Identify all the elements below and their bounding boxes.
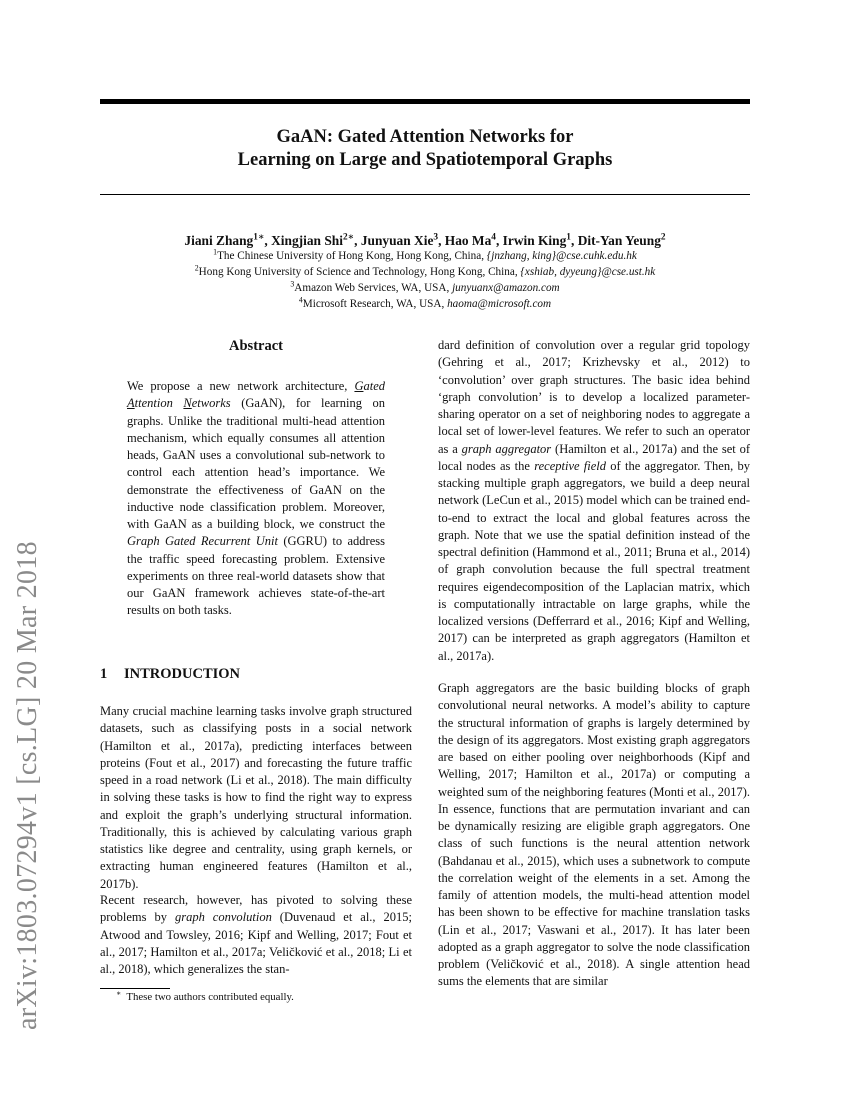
section-number: 1 [100,666,108,682]
affil-mark: 1 [213,247,218,257]
author-name: Xingjian Shi [271,233,343,248]
acronym-rest: ttention [134,396,173,411]
author-affil-mark: 2∗ [342,232,355,243]
abstract-term: Graph Gated Recurrent Unit [127,534,278,549]
author-name: Dit-Yan Yeung [577,233,661,248]
acronym-rest: ated [363,379,385,393]
intro-paragraph-1: Many crucial machine learning tasks involve graph structured datasets, such as classifying posts in a social network (Hamilton et al., 2017a), predicting interfaces between proteins (Fout et al., 2017) and forecasting the future traffic speed in a road network (Li et al., 2018). The main difficulty in solving these tasks is how to find the right way to express and exploit the graph’s underlying structural information. Traditionally, this is achieved by calculating various graph statistics like degree and centrality, using graph kernels, or extracting human engineered features (Hamilton et al., 2017b). [100,704,412,891]
acronym-letter: G [354,379,364,393]
affiliation-2 [100,264,750,280]
affil-email: {xshiab, dyyeung}@cse.ust.hk [520,266,656,278]
footnote-text: These two authors contributed equally. [126,991,294,1003]
footnote [116,990,294,1004]
affiliation-1 [100,248,750,264]
paragraph-text: of the aggregator. Then, by stacking multiple graph aggregators, we build a deep neural network (LeCun et al., 2015) model which can be trained end-to-end to extract the local and global features across the graph. Note that we use the spatial definition instead of the spectral definition (Hammond et al., 2011; Bruna et al., 2014) of graph convolution because the full spectral treatment requires eigendecomposition of the Laplacian matrix, which is computationally intractable on large graphs, while the localized versions (Defferrard et al., 2016; Kipf and Welling, 2017) can be interpreted as graph aggregators (Hamilton et al., 2017a). [438,458,750,663]
author-name: Irwin King [502,233,567,248]
affil-email: {jnzhang, king}@cse.cuhk.edu.hk [486,250,637,262]
paragraph-term: graph convolution [174,910,272,925]
affil-mark: 4 [298,295,303,305]
paper-title [100,126,750,172]
paragraph-term: graph aggregator [461,441,552,456]
abstract-body [127,378,385,620]
affil-text: The Chinese University of Hong Kong, Hong Kong, China, [217,250,487,262]
author-name: Jiani Zhang [184,233,254,248]
abstract-text: We propose a new network architecture, [127,379,355,393]
paragraph-text: (Duvenaud et al., 2015; Atwood and Towsley, 2016; Kipf and Welling, 2017; Fout et al., 2017; Hamilton et al., 2017a; Veličković et al., 2018; Li et al., 2018), which generalizes the stan- [100,910,412,976]
paragraph-text: (Hamilton et al., 2017a) and the set of local nodes as the [438,441,751,473]
affil-text: Microsoft Research, WA, USA, [302,298,448,310]
title-line-1: GaAN: Gated Attention Networks for [276,127,574,147]
arxiv-identifier-stamp: arXiv:1803.07294v1 [cs.LG] 20 Mar 2018 [12,541,43,1030]
paragraph-text: dard definition of convolution over a regular grid topology (Gehring et al., 2017; Krizhevsky et al., 2012) to ‘convolution’ over graph structures. The basic idea behind ‘graph convolution’ is to develop a localized parameter-sharing operator on a set of neighboring nodes to aggregate a local set of lower-level features. We refer to such an operator as a [438,338,750,456]
author-affil-mark: 2 [660,232,666,243]
author-name: Hao Ma [444,233,492,248]
author-affil-mark: 3 [433,232,439,243]
affil-mark: 2 [194,263,199,273]
author-name: Junyuan Xie [360,233,434,248]
affil-mark: 3 [290,279,295,289]
footnote-mark: ∗ [116,988,122,998]
affiliation-3 [100,280,750,296]
affil-email: haoma@microsoft.com [447,298,552,310]
title-top-rule [100,99,750,104]
title-line-2: Learning on Large and Spatiotemporal Graphs [237,150,613,170]
section-heading [100,666,240,683]
section-title: INTRODUCTION [124,666,241,682]
intro-paragraph-2 [100,892,412,978]
author-affil-mark: 1∗ [253,232,265,243]
footnote-rule [100,988,170,989]
author-list: Jiani Zhang$^{1∗}$, Xingjian Shi$^{2∗}$, Junyuan Xie$^3$, Hao Ma$^4$, Irwin King$^1$, Dit-Yan Yeung$^2$ [184,232,666,248]
acronym-letter: N [183,396,192,411]
affil-email: junyuanx@amazon.com [452,282,560,294]
paragraph-text: Recent research, however, has pivoted to solving these problems by [100,893,412,925]
acronym-letter: A [127,396,135,411]
affiliations [100,248,750,312]
abstract-text: (GGRU) to address the traffic speed forecasting problem. Extensive experiments on three real-world datasets show that our GaAN framework achieves state-of-the-art results on both tasks. [127,534,385,618]
author-affil-mark: 1 [566,232,571,243]
affil-text: Amazon Web Services, WA, USA, [294,282,453,294]
right-paragraph-1 [438,337,750,665]
right-paragraph-2: Graph aggregators are the basic building blocks of graph convolutional neural networks. A model’s ability to capture the structural information of graphs is largely determined by the design of its aggregators. Most existing graph aggregators are based on either pooling over neighborhoods (Kipf and Welling, 2017; Hamilton et al., 2017a) or computing a weighted sum of the neighboring features (Monti et al., 2017). In essence, functions that are permutation invariant and can be dynamically resizing are eligible graph aggregators. One class of such functions is the neural attention network (Bahdanau et al., 2015), which uses a subnetwork to compute the correlation weight of the elements in a set. Among the family of attention models, the multi-head attention model has been shown to be effective for machine translation tasks (Lin et al., 2017; Vaswani et al., 2017). It has later been adopted as a graph aggregator to solve the node classification problem (Veličković et al., 2018). A single attention head sums the elements that are similar [438,681,750,989]
title-bottom-rule [100,194,750,195]
abstract-text: (GaAN), for learning on graphs. Unlike the traditional multi-head attention mechanism, which equally consumes all attention heads, GaAN uses a convolutional sub-network to control each attention head’s importance. We demonstrate the effectiveness of GaAN on the inductive node classification problem. Moreover, with GaAN as a building block, we construct the [127,396,385,531]
acronym-rest: etworks [191,396,231,411]
paragraph-term: receptive field [534,458,607,473]
abstract-heading: Abstract [229,338,283,354]
affil-text: Hong Kong University of Science and Technology, Hong Kong, China, [198,266,521,278]
author-affil-mark: 4 [491,232,496,243]
affiliation-4 [100,296,750,312]
